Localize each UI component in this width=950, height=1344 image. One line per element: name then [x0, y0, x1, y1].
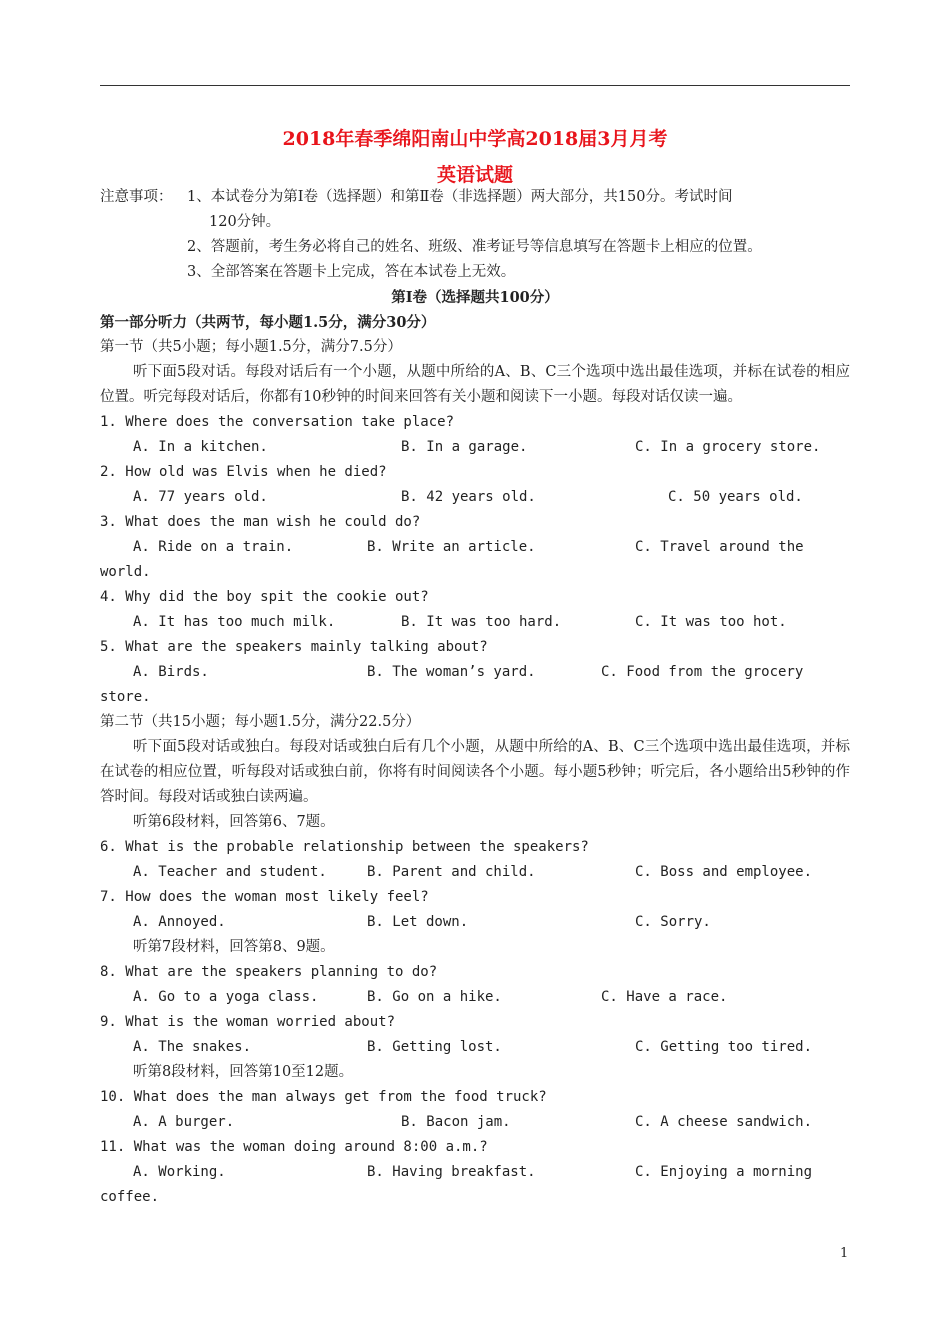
option-c: C. In a grocery store. — [635, 439, 821, 455]
material-8-note: 听第8段材料，回答第10至12题。 — [133, 1064, 354, 1080]
header-rule — [100, 85, 850, 86]
question-10: 10. What does the man always get from the food truck? — [100, 1089, 547, 1105]
notes-item-3: 3、全部答案在答题卡上完成，答在本试卷上无效。 — [187, 264, 516, 280]
question-3: 3. What does the man wish he could do? — [100, 514, 421, 530]
material-7-note: 听第7段材料，回答第8、9题。 — [133, 939, 335, 955]
option-a: A. A burger. — [133, 1114, 235, 1130]
section-2-heading: 第二节（共15小题；每小题1.5分，满分22.5分） — [100, 714, 421, 730]
question-5-options — [100, 660, 850, 685]
exam-body — [100, 185, 850, 1210]
material-6-note: 听第6段材料，回答第6、7题。 — [133, 814, 335, 830]
question-4-options — [100, 610, 850, 635]
option-b: B. It was too hard. — [401, 614, 562, 630]
notes-item-2: 2、答题前，考生务必将自己的姓名、班级、准考证号等信息填写在答题卡上相应的位置。 — [187, 239, 762, 255]
option-b: B. Parent and child. — [367, 864, 536, 880]
option-a: A. Working. — [133, 1164, 226, 1180]
option-a: A. The snakes. — [133, 1039, 252, 1055]
question-11: 11. What was the woman doing around 8:00 a.m.? — [100, 1139, 488, 1155]
option-b: B. Getting lost. — [367, 1039, 502, 1055]
question-8-options — [100, 985, 850, 1010]
option-b: B. Let down. — [367, 914, 469, 930]
section-1-instructions: 听下面5段对话。每段对话后有一个小题，从题中所给的A、B、C三个选项中选出最佳选项，并标在试卷的相应位置。听完每段对话后，你都有10秒钟的时间来回答有关小题和阅读下一小题。每段对话仅读一遍。 — [100, 364, 850, 405]
question-6-options — [100, 860, 850, 885]
exam-title: 2018年春季绵阳南山中学高2018届3月月考 — [282, 128, 668, 150]
section-2-instructions: 听下面5段对话或独白。每段对话或独白后有几个小题，从题中所给的A、B、C三个选项中选出最佳选项，并标在试卷的相应位置，听每段对话或独白前，你将有时间阅读各个小题。每小题5秒钟；听完后，各小题给出5秒钟的作答时间。每段对话或独白读两遍。 — [100, 739, 850, 805]
option-b: B. The woman’s yard. — [367, 664, 536, 680]
option-c: C. Travel around the — [635, 539, 804, 555]
question-11-option-c-cont: coffee. — [100, 1189, 160, 1205]
question-10-options — [100, 1110, 850, 1135]
option-c: C. A cheese sandwich. — [635, 1114, 813, 1130]
question-5: 5. What are the speakers mainly talking about? — [100, 639, 488, 655]
option-a: A. Birds. — [133, 664, 209, 680]
option-c: C. Enjoying a morning — [635, 1164, 813, 1180]
question-3-options — [100, 535, 850, 560]
option-c: C. Food from the grocery — [601, 664, 804, 680]
notes-item-1-cont: 120分钟。 — [209, 214, 281, 230]
question-1: 1. Where does the conversation take place? — [100, 414, 455, 430]
option-c: C. It was too hot. — [635, 614, 787, 630]
question-9: 9. What is the woman worried about? — [100, 1014, 396, 1030]
option-c: C. 50 years old. — [668, 489, 803, 505]
option-a: A. Teacher and student. — [133, 864, 327, 880]
option-a: A. 77 years old. — [133, 489, 268, 505]
option-b: B. In a garage. — [401, 439, 528, 455]
question-7-options — [100, 910, 850, 935]
question-2-options — [100, 485, 850, 510]
option-a: A. Go to a yoga class. — [133, 989, 319, 1005]
option-b: B. Write an article. — [367, 539, 536, 555]
notes-label: 注意事项： — [100, 189, 173, 205]
question-5-option-c-cont: store. — [100, 689, 151, 705]
option-a: A. Annoyed. — [133, 914, 226, 930]
exam-subtitle: 英语试题 — [436, 164, 513, 186]
option-b: B. 42 years old. — [401, 489, 536, 505]
question-9-options — [100, 1035, 850, 1060]
notes-item-1: 注意事项： 1、本试卷分为第Ⅰ卷（选择题）和第Ⅱ卷（非选择题）两大部分，共150分。考试时间 — [100, 185, 850, 210]
option-c: C. Boss and employee. — [635, 864, 813, 880]
option-c: C. Getting too tired. — [635, 1039, 813, 1055]
question-8: 8. What are the speakers planning to do? — [100, 964, 438, 980]
part-heading: 第一部分听力（共两节，每小题1.5分，满分30分） — [100, 314, 436, 331]
option-a: A. Ride on a train. — [133, 539, 294, 555]
option-c: C. Have a race. — [601, 989, 728, 1005]
option-a: A. It has too much milk. — [133, 614, 336, 630]
section-1-heading: 第一节（共5小题；每小题1.5分，满分7.5分） — [100, 339, 402, 355]
question-6: 6. What is the probable relationship between the speakers? — [100, 839, 589, 855]
question-3-option-c-cont: world. — [100, 564, 151, 580]
question-11-options — [100, 1160, 850, 1185]
option-b: B. Having breakfast. — [367, 1164, 536, 1180]
option-b: B. Go on a hike. — [367, 989, 502, 1005]
option-b: B. Bacon jam. — [401, 1114, 511, 1130]
question-4: 4. Why did the boy spit the cookie out? — [100, 589, 429, 605]
option-c: C. Sorry. — [635, 914, 711, 930]
option-a: A. In a kitchen. — [133, 439, 268, 455]
question-1-options — [100, 435, 850, 460]
page-number: 1 — [840, 1246, 849, 1261]
question-2: 2. How old was Elvis when he died? — [100, 464, 387, 480]
volume-heading: 第Ⅰ卷（选择题共100分） — [391, 289, 559, 306]
question-7: 7. How does the woman most likely feel? — [100, 889, 429, 905]
